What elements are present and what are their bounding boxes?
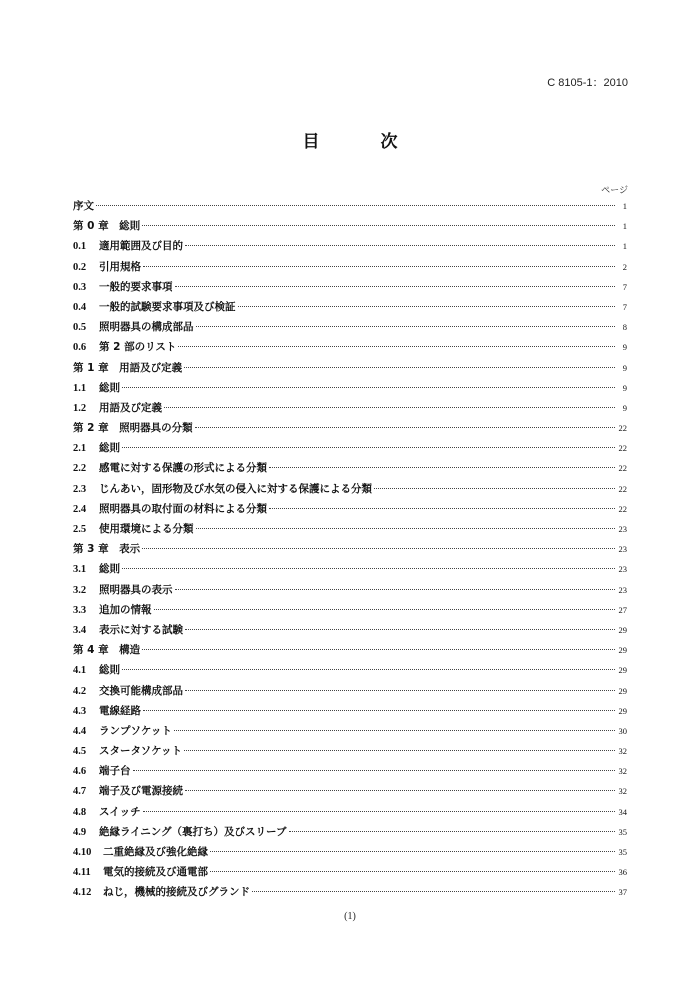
toc-entry — [73, 196, 627, 216]
toc-entry-number: 0.4 — [73, 301, 87, 313]
toc-entry — [73, 640, 627, 660]
toc-entry — [73, 317, 627, 337]
toc-entry-label: 第 2 部のリスト — [99, 341, 177, 354]
toc-entry-number: 4.7 — [73, 786, 87, 798]
dot-leader — [185, 245, 615, 246]
dot-leader — [122, 387, 615, 388]
toc-entry-label: 総則 — [99, 381, 120, 394]
toc-entry-number: 3.2 — [73, 584, 87, 596]
toc-entry — [73, 600, 627, 620]
dot-leader — [252, 891, 615, 892]
toc-entry — [73, 781, 627, 801]
toc-entry-label: 電線経路 — [99, 704, 141, 717]
document-code: C 8105-1：2010 — [547, 77, 628, 89]
toc-entry-number: 0.6 — [73, 342, 87, 354]
toc-entry-page: 29 — [618, 624, 627, 635]
toc-entry-number: 4.3 — [73, 705, 87, 717]
toc-entry — [73, 438, 627, 458]
toc-entry-number: 4.9 — [73, 826, 87, 838]
toc-entry-label: 感電に対する保護の形式による分類 — [99, 462, 267, 475]
toc-entry — [73, 559, 627, 579]
toc-entry-label: 総則 — [99, 664, 120, 677]
toc-entry-label: スイッチ — [99, 805, 141, 818]
toc-entry-number: 0.3 — [73, 281, 87, 293]
toc-entry-number: 0.5 — [73, 322, 87, 334]
toc-entry-number: 4.4 — [73, 725, 87, 737]
toc-entry — [73, 721, 627, 741]
toc-entry-page: 29 — [618, 685, 627, 696]
toc-entry-number: 1.2 — [73, 402, 87, 414]
toc-entry-number: 0.1 — [73, 241, 87, 253]
toc-entry-page: 29 — [618, 665, 627, 676]
toc-entry-number: 4.12 — [73, 887, 92, 899]
toc-entry-page: 23 — [618, 544, 627, 555]
page-column-label: ページ — [601, 186, 628, 196]
toc-entry-number: 2.5 — [73, 524, 87, 535]
toc-entry-page: 22 — [618, 503, 627, 514]
dot-leader — [143, 266, 615, 267]
toc-entry — [73, 418, 627, 438]
toc-entry-page: 27 — [618, 604, 627, 615]
toc-entry-page: 9 — [622, 402, 627, 413]
dot-leader — [142, 225, 615, 226]
toc-entry-page: 23 — [618, 524, 627, 534]
toc-entry-label: 端子台 — [99, 765, 131, 778]
toc-entry-page: 9 — [622, 342, 627, 353]
dot-leader — [122, 669, 615, 670]
toc-entry-page: 34 — [618, 806, 627, 817]
toc-entry — [73, 216, 627, 236]
toc-entry-page: 23 — [618, 584, 627, 595]
toc-entry-label: 総則 — [99, 442, 120, 455]
dot-leader — [185, 690, 615, 691]
dot-leader — [269, 508, 615, 509]
toc-entry-label: スタータソケット — [99, 745, 183, 758]
toc-entry-label: 一般的試験要求事項及び検証 — [99, 300, 236, 313]
toc-entry-page: 1 — [622, 241, 627, 252]
toc-entry-label: 電気的接続及び通電部 — [103, 866, 208, 879]
toc-entry-label: 引用規格 — [99, 260, 141, 273]
dot-leader — [175, 589, 616, 590]
dot-leader — [210, 851, 615, 852]
dot-leader — [184, 367, 615, 368]
page-number: (1) — [344, 911, 356, 922]
toc-entry-number: 2.3 — [73, 483, 87, 495]
toc-entry-label: 第 3 章 表示 — [73, 543, 141, 556]
toc-title: 目 次 — [302, 132, 420, 152]
toc-entry-label: 使用環境による分類 — [99, 523, 194, 535]
toc-entry-number: 4.1 — [73, 665, 87, 677]
dot-leader — [210, 871, 615, 872]
dot-leader — [195, 427, 615, 428]
toc-entry-number: 4.11 — [73, 867, 91, 879]
dot-leader — [374, 488, 615, 489]
toc-entry — [73, 882, 627, 902]
toc-entry-number: 2.1 — [73, 443, 87, 455]
dot-leader — [122, 568, 615, 569]
toc-entry — [73, 802, 627, 822]
toc-entry-number: 4.6 — [73, 766, 87, 778]
toc-entry-label: 追加の情報 — [99, 603, 152, 616]
dot-leader — [196, 528, 616, 529]
toc-entry — [73, 539, 627, 559]
toc-entry-label: じんあい，固形物及び水気の侵入に対する保護による分類 — [99, 482, 372, 495]
toc-entry-label: 二重絶縁及び強化絶縁 — [103, 846, 208, 858]
toc-entry — [73, 358, 627, 378]
toc-entry — [73, 741, 627, 761]
toc-entry — [73, 761, 627, 781]
dot-leader — [96, 205, 615, 206]
toc-entry-page: 35 — [618, 847, 627, 857]
toc-entry-number: 3.1 — [73, 564, 87, 576]
dot-leader — [178, 346, 615, 347]
dot-leader — [238, 306, 616, 307]
toc-entry-number: 4.5 — [73, 746, 87, 758]
dot-leader — [154, 609, 616, 610]
toc-entry-page: 2 — [622, 261, 627, 272]
toc-entry-page: 7 — [622, 281, 627, 292]
toc-entry-label: 序文 — [73, 200, 94, 212]
toc-entry-number: 0.2 — [73, 261, 87, 273]
toc-entry-page: 32 — [618, 786, 627, 797]
toc-entry-number: 4.10 — [73, 847, 92, 858]
toc-entry-label: 照明器具の表示 — [99, 583, 173, 596]
toc-entry-page: 9 — [622, 362, 627, 373]
toc-entry-page: 8 — [622, 322, 627, 333]
toc-entry — [73, 681, 627, 701]
toc-entry-page: 36 — [618, 867, 627, 878]
toc-entry — [73, 499, 627, 519]
toc-entry — [73, 398, 627, 418]
toc-entry-page: 1 — [622, 201, 627, 211]
toc-entry-number: 3.4 — [73, 624, 87, 636]
toc-entry-label: 第 1 章 用語及び定義 — [73, 361, 183, 374]
toc-entry-label: ねじ，機械的接続及びグランド — [103, 886, 250, 899]
toc-entry — [73, 236, 627, 256]
toc-entry-label: 第 2 章 照明器具の分類 — [73, 422, 193, 435]
toc-entry-number: 1.1 — [73, 382, 87, 394]
toc-entry-page: 22 — [618, 483, 627, 494]
toc-entry — [73, 822, 627, 842]
dot-leader — [175, 286, 616, 287]
toc-entry-page: 22 — [618, 443, 627, 454]
dot-leader — [185, 790, 615, 791]
table-of-contents — [73, 196, 627, 903]
toc-entry-label: 交換可能構成部品 — [99, 684, 183, 697]
toc-entry-label: 絶縁ライニング（裏打ち）及びスリーブ — [99, 825, 287, 838]
toc-entry-number: 4.2 — [73, 685, 87, 697]
toc-entry-label: 第 0 章 総則 — [73, 220, 141, 233]
toc-entry-page: 1 — [622, 221, 627, 232]
toc-entry-page: 30 — [618, 725, 627, 736]
toc-entry-label: 端子及び電源接続 — [99, 785, 183, 798]
dot-leader — [269, 467, 615, 468]
toc-entry — [73, 701, 627, 721]
dot-leader — [143, 710, 615, 711]
toc-entry-number: 3.3 — [73, 604, 87, 616]
toc-entry-page: 7 — [622, 301, 627, 312]
toc-entry-page: 32 — [618, 766, 627, 777]
dot-leader — [164, 407, 615, 408]
toc-entry — [73, 580, 627, 600]
toc-entry-number: 4.8 — [73, 806, 87, 818]
toc-entry-label: 適用範囲及び目的 — [99, 240, 183, 253]
dot-leader — [196, 326, 616, 327]
toc-entry-label: 総則 — [99, 563, 120, 576]
dot-leader — [185, 629, 615, 630]
toc-entry-page: 22 — [618, 463, 627, 474]
dot-leader — [174, 730, 615, 731]
toc-entry — [73, 660, 627, 680]
toc-entry-number: 2.4 — [73, 503, 87, 515]
toc-entry — [73, 337, 627, 357]
toc-entry-label: 照明器具の取付面の材料による分類 — [99, 502, 267, 515]
toc-entry-label: ランプソケット — [99, 724, 172, 737]
toc-entry — [73, 257, 627, 277]
toc-entry-label: 用語及び定義 — [99, 401, 162, 414]
toc-entry-page: 32 — [618, 746, 627, 757]
toc-entry-page: 35 — [618, 826, 627, 837]
toc-entry — [73, 378, 627, 398]
toc-entry-page: 22 — [618, 423, 627, 434]
toc-entry — [73, 862, 627, 882]
toc-entry-label: 照明器具の構成部品 — [99, 321, 194, 334]
dot-leader — [289, 831, 615, 832]
toc-entry-page: 23 — [618, 564, 627, 575]
dot-leader — [133, 770, 616, 771]
toc-entry — [73, 620, 627, 640]
dot-leader — [142, 548, 615, 549]
dot-leader — [142, 649, 615, 650]
dot-leader — [122, 447, 615, 448]
toc-entry-label: 第 4 章 構造 — [73, 644, 141, 657]
toc-entry-page: 29 — [618, 705, 627, 716]
toc-entry-number: 2.2 — [73, 463, 87, 475]
dot-leader — [184, 750, 615, 751]
toc-entry — [73, 519, 627, 539]
toc-entry-page: 9 — [622, 382, 627, 393]
toc-entry — [73, 297, 627, 317]
toc-entry-page: 37 — [618, 887, 627, 898]
toc-entry — [73, 277, 627, 297]
toc-entry-label: 一般的要求事項 — [99, 280, 173, 293]
toc-entry — [73, 458, 627, 478]
toc-entry-label: 表示に対する試験 — [99, 623, 183, 636]
toc-entry-page: 29 — [618, 645, 627, 656]
toc-entry — [73, 842, 627, 862]
toc-entry — [73, 479, 627, 499]
dot-leader — [143, 811, 615, 812]
